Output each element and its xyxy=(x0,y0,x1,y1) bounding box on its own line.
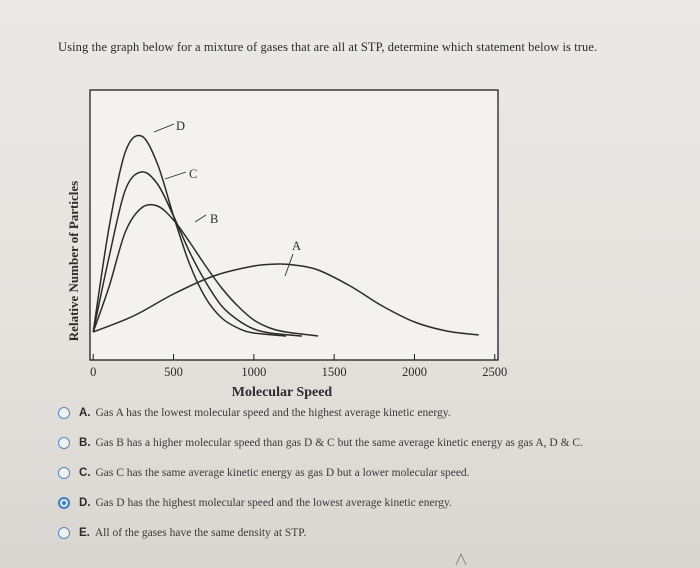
plot-frame xyxy=(90,90,498,360)
speed-distribution-chart xyxy=(58,88,518,408)
curve-label-d: D xyxy=(176,119,186,133)
option-letter: E. xyxy=(79,527,90,539)
option-text: Gas B has a higher molecular speed than gas D & C but the same average kinetic energy as gas A, D & C. xyxy=(95,437,583,449)
option-text: Gas A has the lowest molecular speed and the highest average kinetic energy. xyxy=(95,407,451,419)
radio-button[interactable] xyxy=(58,467,70,479)
x-tick-label: 2500 xyxy=(482,365,508,379)
answer-options xyxy=(58,402,678,552)
curve-label-c: C xyxy=(189,167,198,181)
curve-label-b: B xyxy=(210,212,219,226)
radio-button[interactable] xyxy=(58,437,70,449)
option-text: Gas D has the highest molecular speed and the lowest average kinetic energy. xyxy=(95,497,452,509)
x-tick-label: 2000 xyxy=(401,365,427,379)
x-axis-label: Molecular Speed xyxy=(231,385,333,400)
radio-button[interactable] xyxy=(58,407,70,419)
option-letter: B. xyxy=(79,437,91,449)
option-text: Gas C has the same average kinetic energy as gas D but a lower molecular speed. xyxy=(95,467,470,479)
y-axis-label: Relative Number of Particles xyxy=(66,180,81,342)
option-text: All of the gases have the same density at STP. xyxy=(94,527,307,539)
x-tick-label: 500 xyxy=(164,365,183,379)
cursor-icon xyxy=(454,552,468,566)
question-text: Using the graph below for a mixture of gases that are all at STP, determine which statement below is true. xyxy=(58,40,598,54)
option-a[interactable] xyxy=(58,402,678,424)
x-tick-label: 0 xyxy=(90,365,97,379)
option-letter: A. xyxy=(79,407,91,419)
option-letter: C. xyxy=(79,467,91,479)
x-tick-label: 1500 xyxy=(321,365,347,379)
x-tick-label: 1000 xyxy=(241,365,267,379)
curve-label-a: A xyxy=(292,239,302,253)
option-b[interactable] xyxy=(58,432,678,454)
radio-button[interactable] xyxy=(58,527,70,539)
option-e[interactable] xyxy=(58,522,678,544)
option-d[interactable] xyxy=(58,492,678,514)
option-c[interactable] xyxy=(58,462,678,484)
radio-button[interactable] xyxy=(58,497,70,509)
option-letter: D. xyxy=(79,497,91,509)
